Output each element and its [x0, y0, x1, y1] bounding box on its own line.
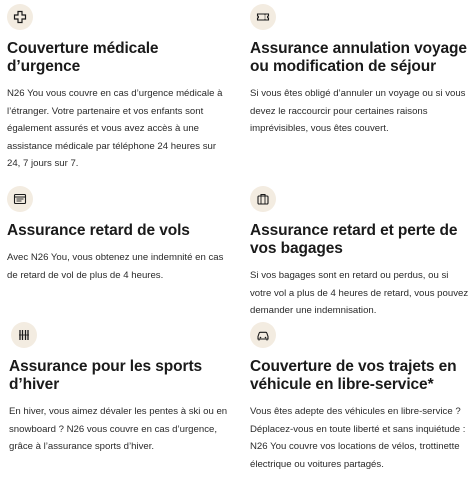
card-description: Avec N26 You, vous obtenez une indemnité en cas de retard de vol de plus de 4 heures. [7, 252, 224, 281]
card-description: Si vos bagages sont en retard ou perdus, ou si votre vol a plus de 4 heures de retard, vous pouvez demander une indemnisation. [250, 270, 469, 316]
card-description: Si vous êtes obligé d’annuler un voyage ou si vous devez le raccourcir pour certaines raisons imprévisibles, vous êtes couvert. [250, 88, 466, 134]
card-shared-vehicle [250, 322, 472, 473]
card-title: Assurance pour les sports d’hiver [9, 358, 203, 393]
card-title: Couverture de vos trajets en véhicule en libre-service* [250, 358, 457, 393]
luggage-icon [250, 186, 276, 212]
card-title: Assurance retard de vols [7, 222, 190, 239]
card-description: Vous êtes adepte des véhicules en libre-service ? Déplacez-vous en toute liberté et sans inquiétude : N26 You couvre vos locations de vélos, trottinette électrique ou voitures partagés. [250, 406, 466, 470]
card-winter-sports [7, 322, 229, 456]
card-title: Assurance retard et perte de vos bagages [250, 222, 458, 257]
card-medical-emergency [7, 4, 229, 173]
skis-icon [11, 322, 37, 348]
medical-cross-icon [7, 4, 33, 30]
card-flight-delay [7, 186, 229, 284]
card-title: Assurance annulation voyage ou modification de séjour [250, 40, 467, 75]
card-title: Couverture médicale d’urgence [7, 40, 159, 75]
flight-schedule-icon [7, 186, 33, 212]
card-trip-cancellation [250, 4, 472, 138]
card-description: N26 You vous couvre en cas d’urgence médicale à l’étranger. Votre partenaire et vos enfants sont également assurés et vous avez accès à une assistance médicale par téléphone 24 heures sur 24, 7 jours sur 7. [7, 88, 223, 169]
ticket-icon [250, 4, 276, 30]
card-baggage-delay [250, 186, 472, 320]
car-icon [250, 322, 276, 348]
card-description: En hiver, vous aimez dévaler les pentes à ski ou en snowboard ? N26 vous couvre en cas d’urgence, grâce à l’assurance sports d’hiver. [9, 406, 228, 452]
